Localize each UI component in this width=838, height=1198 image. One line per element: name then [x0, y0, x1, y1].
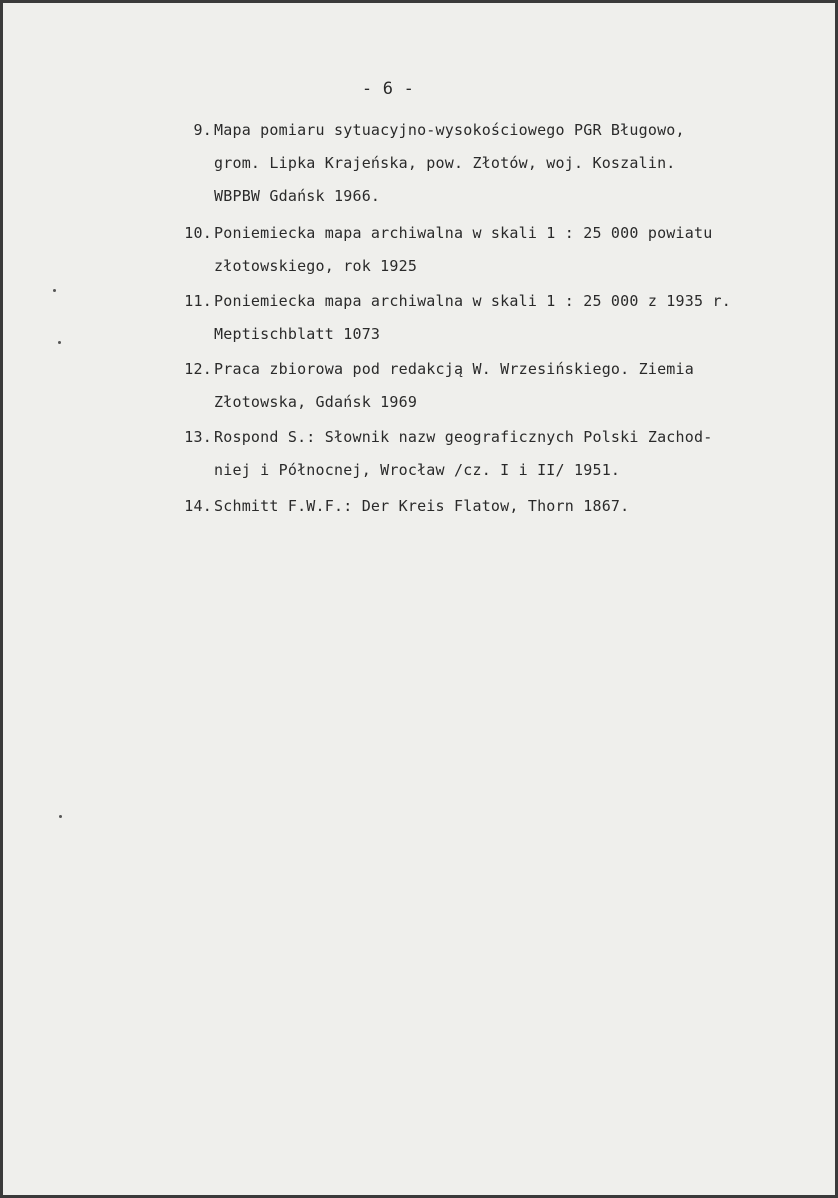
reference-line: Mapa pomiaru sytuacyjno-wysokościowego PGR Bługowo,	[214, 121, 685, 139]
scan-speck	[59, 815, 62, 818]
reference-line: Schmitt F.W.F.: Der Kreis Flatow, Thorn 1867.	[214, 497, 630, 515]
scan-speck	[53, 289, 56, 292]
scan-speck	[58, 341, 61, 344]
reference-line: WBPBW Gdańsk 1966.	[214, 187, 381, 205]
reference-line: niej i Północnej, Wrocław /cz. I i II/ 1951.	[214, 461, 621, 479]
reference-number: 12.	[184, 360, 212, 378]
reference-line: Praca zbiorowa pod redakcją W. Wrzesińskiego. Ziemia	[214, 360, 694, 378]
reference-line: Poniemiecka mapa archiwalna w skali 1 : 25 000 z 1935 r.	[214, 292, 731, 310]
reference-item	[168, 121, 788, 229]
reference-number: 9.	[193, 121, 212, 139]
reference-number: 14.	[184, 497, 212, 515]
document-page	[3, 3, 835, 1195]
reference-item	[168, 497, 788, 569]
reference-number: 13.	[184, 428, 212, 446]
reference-number: 11.	[184, 292, 212, 310]
reference-line: Poniemiecka mapa archiwalna w skali 1 : 25 000 powiatu	[214, 224, 713, 242]
reference-number: 10.	[184, 224, 212, 242]
reference-line: Złotowska, Gdańsk 1969	[214, 393, 418, 411]
reference-line: Rospond S.: Słownik nazw geograficznych Polski Zachod-	[214, 428, 713, 446]
reference-line: złotowskiego, rok 1925	[214, 257, 418, 275]
reference-line: Meptischblatt 1073	[214, 325, 381, 343]
page-number: - 6 -	[361, 79, 415, 99]
reference-line: grom. Lipka Krajeńska, pow. Złotów, woj. Koszalin.	[214, 154, 676, 172]
